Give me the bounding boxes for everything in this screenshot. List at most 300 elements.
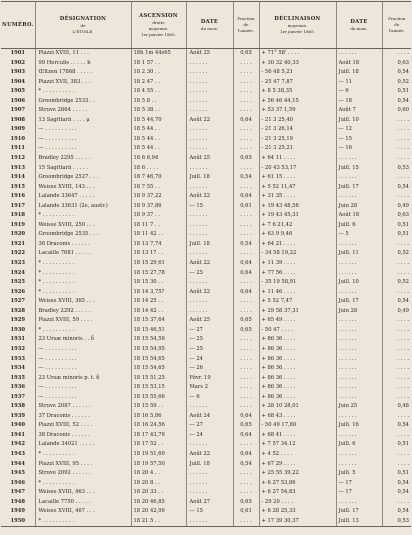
star-number: 1931	[10, 336, 25, 343]
star-designation: — . . . . . . . . . .	[35, 364, 131, 374]
star-number: 1909	[10, 126, 25, 133]
star-number: 1927	[10, 298, 25, 305]
declination: + 86 36 . . . .	[259, 383, 336, 393]
dec-date: Juill. 13	[336, 517, 382, 527]
ra-date: — 24	[186, 431, 233, 441]
star-number: 1921	[10, 240, 25, 247]
star-designation: * . . . . . . . . . .	[35, 517, 131, 527]
star-number: 1928	[10, 307, 25, 314]
dec-fraction: 0,52	[382, 278, 411, 288]
star-number: 1936	[10, 384, 25, 391]
ra-fraction: 0,54	[233, 173, 259, 183]
ra-fraction: 0,65	[233, 421, 259, 431]
dec-date: Juill. 6	[336, 221, 382, 231]
dec-fraction: 0,54	[382, 479, 411, 489]
star-catalogue-table	[1, 1, 411, 527]
ra-date: . . . . . .	[186, 488, 233, 498]
star-number: 1950	[1, 517, 35, 527]
declination: + 19 43 45,31	[259, 211, 336, 221]
declination: - 50 47 . . . .	[259, 326, 336, 336]
ra-fraction: . . . .	[233, 249, 259, 259]
dec-date: . . . . . .	[336, 192, 382, 202]
declination: + 86 36 . . . .	[259, 393, 336, 403]
dec-fraction: 0,54	[382, 183, 411, 193]
star-number: 1923	[10, 260, 25, 267]
ra-date: — 15	[186, 507, 233, 517]
header-fraction: Fraction de l'année.	[233, 2, 259, 49]
star-number: 1903	[10, 69, 25, 76]
dec-date: Juill. 6	[336, 440, 382, 450]
dec-fraction: . . . .	[382, 173, 411, 183]
declination: + 31 35 . . . .	[259, 192, 336, 202]
right-ascension: 18 11 7 . .	[131, 221, 186, 231]
table-row	[1, 221, 411, 231]
dec-date: Juill. 18	[336, 68, 382, 78]
star-number: 1907	[10, 107, 25, 114]
right-ascension: 18 7 46,70	[131, 173, 186, 183]
dec-date: Juill. 17	[336, 183, 382, 193]
right-ascension: 18h 1m 44s65	[131, 49, 186, 59]
declination: - 21 3 25,40	[259, 116, 336, 126]
dec-date: — 5	[336, 230, 382, 240]
star-designation: 23 Ursæ minoris p. t. δ	[35, 374, 131, 384]
ra-date: — 25	[186, 335, 233, 345]
right-ascension: 18 13 7,74	[131, 240, 186, 250]
star-designation: Struve 2087 . . . . . .	[35, 402, 131, 412]
ra-date: . . . . . .	[186, 106, 233, 116]
ra-fraction: . . . .	[233, 211, 259, 221]
dec-fraction: . . . .	[382, 393, 411, 403]
dec-date: . . . . . .	[336, 460, 382, 470]
dec-fraction: . . . .	[382, 498, 411, 508]
ra-date: Août 25	[186, 316, 233, 326]
star-designation: 38 Draconis . . . . . .	[35, 431, 131, 441]
star-number: 1948	[10, 498, 25, 505]
dec-date: . . . . . .	[336, 173, 382, 183]
star-designation: Groombridge 2533 . .	[35, 97, 131, 107]
ra-fraction: 0,61	[233, 202, 259, 212]
right-ascension: 18 5 8 . .	[131, 97, 186, 107]
star-designation: Lalande 33631 (2e, austr.)	[35, 202, 131, 212]
ra-date: . . . . . .	[186, 144, 233, 154]
dec-date: Juill. 5	[336, 469, 382, 479]
star-number: 1937	[10, 393, 25, 400]
dec-fraction: 0,49	[382, 307, 411, 317]
dec-date: . . . . . .	[336, 259, 382, 269]
right-ascension: 18 5 44 . .	[131, 125, 186, 135]
right-ascension: 18 1 57 . .	[131, 59, 186, 69]
dec-date: — 12	[336, 125, 382, 135]
dec-fraction: 0,51	[382, 469, 411, 479]
dec-fraction: . . . .	[382, 431, 411, 441]
star-designation: — . . . . . . . . . .	[35, 393, 131, 403]
right-ascension: 18 20 4 . .	[131, 469, 186, 479]
declination: + 64 21 . . . .	[259, 240, 336, 250]
right-ascension: 18 17 43,79	[131, 431, 186, 441]
star-number: 1914	[10, 174, 25, 181]
dec-fraction: . . . .	[382, 192, 411, 202]
right-ascension: 18 15 27,78	[131, 269, 186, 279]
star-designation: Weisse XVIII, 463 . . .	[35, 488, 131, 498]
dec-fraction: . . . .	[382, 345, 411, 355]
star-designation: * . . . . . . . . . .	[35, 211, 131, 221]
star-number: 1919	[10, 221, 25, 228]
dec-fraction: 0,52	[382, 78, 411, 88]
dec-fraction: . . . .	[382, 135, 411, 145]
dec-fraction: . . . .	[382, 240, 411, 250]
ra-fraction: 0,64	[233, 450, 259, 460]
ra-date: . . . . . .	[186, 402, 233, 412]
right-ascension: 18 15 54,95	[131, 345, 186, 355]
ra-fraction: . . . .	[233, 488, 259, 498]
star-designation: * . . . . . . . . . .	[35, 259, 131, 269]
dec-fraction: 0,53	[382, 164, 411, 174]
dec-fraction: 0,51	[382, 87, 411, 97]
star-designation: * . . . . . . . . . .	[35, 479, 131, 489]
dec-fraction: . . . .	[382, 316, 411, 326]
right-ascension: 18 4 55 . .	[131, 87, 186, 97]
dec-date: Juill. 11	[336, 249, 382, 259]
table-row	[1, 364, 411, 374]
ra-date: — 6	[186, 393, 233, 403]
table-row	[1, 517, 411, 527]
table-row	[1, 173, 411, 183]
star-designation: — . . . . . . . . . .	[35, 355, 131, 365]
declination: + 11 39 . . . .	[259, 259, 336, 269]
star-number: 1938	[10, 403, 25, 410]
right-ascension: 18 15 54,65	[131, 355, 186, 365]
table-row	[1, 249, 411, 259]
right-ascension: 18 15 53,15	[131, 383, 186, 393]
table-row	[1, 345, 411, 355]
dec-fraction: 0,63	[382, 59, 411, 69]
dec-fraction: . . . .	[382, 259, 411, 269]
right-ascension: 18 14 3,75?	[131, 288, 186, 298]
declination: + 86 36 . . . .	[259, 355, 336, 365]
right-ascension: 18 2 30 . .	[131, 68, 186, 78]
declination: - 21 3 25,21	[259, 144, 336, 154]
table-row	[1, 183, 411, 193]
declination: + 5 52 11,47	[259, 183, 336, 193]
declination: + 17 39 30,37	[259, 517, 336, 527]
star-number: 1904	[10, 78, 25, 85]
star-designation: 37 Draconis . . . . . .	[35, 412, 131, 422]
star-designation: Piazzi XVIII, 59 . . . .	[35, 316, 131, 326]
ra-date: — 26	[186, 364, 233, 374]
dec-fraction: 0,63	[382, 211, 411, 221]
star-designation: Lacaille 7750 . . . . .	[35, 498, 131, 508]
table-row	[1, 78, 411, 88]
dec-date: Août 18	[336, 59, 382, 69]
ra-fraction: . . . .	[233, 230, 259, 240]
table-row	[1, 135, 411, 145]
declination: + 28 10 28,01	[259, 402, 336, 412]
star-designation: — . . . . . . . . . .	[35, 144, 131, 154]
right-ascension: 18 9 37 . .	[131, 211, 186, 221]
dec-date: Juill. 10	[336, 116, 382, 126]
star-number: 1905	[10, 88, 25, 95]
ra-date: — 25	[186, 345, 233, 355]
star-number: 1916	[10, 193, 25, 200]
declination: - 29 20 . . . .	[259, 498, 336, 508]
star-number: 1915	[10, 183, 25, 190]
right-ascension: 18 5 44,70	[131, 116, 186, 126]
dec-date: . . . . . .	[336, 345, 382, 355]
star-designation: Weisse XVIII, 143 . . .	[35, 183, 131, 193]
star-number: 1941	[10, 431, 25, 438]
ra-date: Juill. 18	[186, 240, 233, 250]
ra-fraction: . . . .	[233, 307, 259, 317]
star-number: 1906	[10, 97, 25, 104]
ra-date: . . . . . .	[186, 97, 233, 107]
table-row	[1, 469, 411, 479]
ra-fraction: 0,54	[233, 460, 259, 470]
table-row	[1, 440, 411, 450]
star-designation: Struve 2092 . . . . . .	[35, 469, 131, 479]
header-ascension: ASCENSION droite moyenne. 1er janvier 1865.	[131, 2, 186, 49]
star-number: 1912	[10, 155, 25, 162]
ra-date: . . . . . .	[186, 469, 233, 479]
ra-fraction: . . . .	[233, 469, 259, 479]
right-ascension: 18 15 51,25	[131, 374, 186, 384]
ra-date: . . . . . .	[186, 125, 233, 135]
right-ascension: 18 19 57,50	[131, 460, 186, 470]
declination: + 8 5 38,35	[259, 87, 336, 97]
ra-fraction: . . . .	[233, 68, 259, 78]
ra-fraction: 0,61	[233, 507, 259, 517]
dec-date: . . . . . .	[336, 154, 382, 164]
declination: - 21 3 25,19	[259, 135, 336, 145]
declination: - 50 49 17,80	[259, 421, 336, 431]
dec-fraction: . . . .	[382, 374, 411, 384]
ra-fraction: . . . .	[233, 297, 259, 307]
table-row	[1, 144, 411, 154]
ra-fraction: . . . .	[233, 97, 259, 107]
dec-fraction: . . . .	[382, 460, 411, 470]
dec-date: . . . . . .	[336, 326, 382, 336]
dec-date: — 17	[336, 479, 382, 489]
star-designation: * . . . . . . . . . .	[35, 326, 131, 336]
ra-date: — 25	[186, 269, 233, 279]
dec-fraction: 0,54	[382, 507, 411, 517]
dec-fraction: . . . .	[382, 450, 411, 460]
ra-date: Août 25	[186, 49, 233, 59]
dec-date: . . . . . .	[336, 364, 382, 374]
dec-date: — 15	[336, 135, 382, 145]
ra-fraction: 0,64	[233, 116, 259, 126]
dec-date: Juin 28	[336, 202, 382, 212]
ra-fraction: 0,64	[233, 259, 259, 269]
dec-fraction: . . . .	[382, 383, 411, 393]
dec-date: . . . . . .	[336, 498, 382, 508]
declination: + 86 36 . . . .	[259, 374, 336, 384]
star-number: 1924	[10, 269, 25, 276]
star-number: 1922	[10, 250, 25, 257]
header-declinaison: DÉCLINAISON moyenne. 1er janvier 1865.	[259, 2, 336, 49]
table-row	[1, 259, 411, 269]
star-number: 1944	[10, 460, 25, 467]
ra-date: . . . . . .	[186, 87, 233, 97]
star-designation: * . . . . . . . . . .	[35, 269, 131, 279]
declination: + 64 11 . . . .	[259, 154, 336, 164]
star-designation: 99 Herculis . . . . . b	[35, 59, 131, 69]
table-row	[1, 479, 411, 489]
table-row	[1, 488, 411, 498]
table-row	[1, 269, 411, 279]
ra-date: . . . . . .	[186, 183, 233, 193]
right-ascension: 18 9 37,86	[131, 202, 186, 212]
ra-fraction: . . . .	[233, 144, 259, 154]
declination: + 65 49 . . . .	[259, 316, 336, 326]
star-designation: 23 Ursæ minoris . . δ	[35, 335, 131, 345]
right-ascension: 18 5 44 . .	[131, 144, 186, 154]
dec-date: . . . . . .	[336, 49, 382, 59]
star-designation: Weisse XVIII, 467 . . .	[35, 507, 131, 517]
table-row	[1, 316, 411, 326]
dec-date: . . . . . .	[336, 355, 382, 365]
star-number: 1920	[10, 231, 25, 238]
star-number: 1917	[10, 202, 25, 209]
declination: + 68 43 . . . .	[259, 412, 336, 422]
ra-fraction: . . . .	[233, 335, 259, 345]
ra-fraction: . . . .	[233, 87, 259, 97]
right-ascension: 18 15 30 . .	[131, 278, 186, 288]
declination: + 86 36 . . . .	[259, 345, 336, 355]
table-row	[1, 307, 411, 317]
table-row	[1, 297, 411, 307]
star-number: 1946	[10, 479, 25, 486]
right-ascension: 18 15 29,61	[131, 259, 186, 269]
ra-fraction: 0,64	[233, 192, 259, 202]
dec-date: . . . . . .	[336, 412, 382, 422]
table-row	[1, 288, 411, 298]
star-designation: Piazzi XVIII, 52 . . . .	[35, 421, 131, 431]
ra-date: . . . . . .	[186, 164, 233, 174]
table-row	[1, 450, 411, 460]
table-row	[1, 68, 411, 78]
right-ascension: 18 13 17 . .	[131, 249, 186, 259]
ra-date: . . . . . .	[186, 307, 233, 317]
ra-date: Août 22	[186, 288, 233, 298]
star-number: 1911	[10, 145, 25, 152]
ra-date: . . . . . .	[186, 68, 233, 78]
dec-date: — 6	[336, 87, 382, 97]
right-ascension: 18 15 55,66	[131, 393, 186, 403]
declination: - 25 47 7,87	[259, 78, 336, 88]
star-designation: Lacaille 7681 . . . . .	[35, 249, 131, 259]
ra-date: Août 22	[186, 116, 233, 126]
dec-date: . . . . . .	[336, 335, 382, 345]
declination: + 86 36 . . . .	[259, 364, 336, 374]
right-ascension: 18 15 37,64	[131, 316, 186, 326]
star-number: 1929	[10, 317, 25, 324]
header-date2: DATE du mois.	[336, 2, 382, 49]
table-row	[1, 335, 411, 345]
ra-date: Mars 2	[186, 383, 233, 393]
ra-fraction: 0,65	[233, 154, 259, 164]
ra-date: Août 22	[186, 259, 233, 269]
star-number: 1930	[10, 326, 25, 333]
dec-date: . . . . . .	[336, 393, 382, 403]
ra-date: Juill. 18	[186, 460, 233, 470]
ra-fraction: 0,64	[233, 288, 259, 298]
declination: - 20 43 53,17	[259, 164, 336, 174]
star-number: 1947	[10, 489, 25, 496]
table-row	[1, 278, 411, 288]
star-designation: * . . . . . . . . . .	[35, 288, 131, 298]
star-designation: Lalande 33647 . . . . .	[35, 192, 131, 202]
ra-fraction: . . . .	[233, 364, 259, 374]
ra-fraction: 0,65	[233, 326, 259, 336]
ra-date: Févr. 19	[186, 374, 233, 384]
star-number: 1932	[10, 345, 25, 352]
right-ascension: 18 19 51,60	[131, 450, 186, 460]
declination: - 35 19 58,91	[259, 278, 336, 288]
ra-fraction: 0,64	[233, 412, 259, 422]
declination: + 29 58 37,31	[259, 307, 336, 317]
dec-fraction: . . . .	[382, 154, 411, 164]
dec-fraction: . . . .	[382, 269, 411, 279]
right-ascension: 18 15 54,65	[131, 364, 186, 374]
dec-date: — 18	[336, 97, 382, 107]
dec-fraction: . . . .	[382, 326, 411, 336]
ra-fraction: . . . .	[233, 164, 259, 174]
ra-date: . . . . . .	[186, 78, 233, 88]
ra-fraction: . . . .	[233, 402, 259, 412]
dec-date: Juill. 16	[336, 421, 382, 431]
dec-fraction: 0,54	[382, 421, 411, 431]
right-ascension: 18 11 42 . .	[131, 230, 186, 240]
declination: + 5 52 7,47	[259, 297, 336, 307]
star-designation: — . . . . . . . . . .	[35, 135, 131, 145]
declination: + 6 27 54,83	[259, 488, 336, 498]
star-designation: Piazzi XVIII, 95 . . . .	[35, 460, 131, 470]
right-ascension: 18 20 8 . .	[131, 479, 186, 489]
star-designation: Piazzi XVII, 383 . . .	[35, 78, 131, 88]
ra-date: . . . . . .	[186, 440, 233, 450]
star-number: 1933	[10, 355, 25, 362]
table-row	[1, 240, 411, 250]
table-row	[1, 97, 411, 107]
declination: + 6 27 53,86	[259, 479, 336, 489]
table-row	[1, 393, 411, 403]
right-ascension: 18 20 42,99	[131, 507, 186, 517]
star-designation: Lalande 34021 . . . . .	[35, 440, 131, 450]
ra-fraction: . . . .	[233, 517, 259, 527]
star-number: 1913	[10, 164, 25, 171]
declination: + 56 46 44,15	[259, 97, 336, 107]
right-ascension: 18 20 33 . .	[131, 488, 186, 498]
ra-date: Août 22	[186, 192, 233, 202]
declination: + 6 28 25,33	[259, 507, 336, 517]
right-ascension: 18 6 6,94	[131, 154, 186, 164]
ra-date: . . . . . .	[186, 230, 233, 240]
star-number: 1910	[10, 135, 25, 142]
right-ascension: 18 14 42 . .	[131, 307, 186, 317]
header-numero: NUMÉRO.	[1, 2, 35, 49]
right-ascension: 18 6 . . . .	[131, 164, 186, 174]
declination: + 7 57 34,12	[259, 440, 336, 450]
star-designation: Œltzen 17868 . . . . .	[35, 68, 131, 78]
star-number: 1901	[10, 50, 25, 56]
ra-date: — 27	[186, 326, 233, 336]
declination: + 7 6 21,42	[259, 221, 336, 231]
declination: + 30 32 40,33	[259, 59, 336, 69]
declination: + 63 9 9,46	[259, 230, 336, 240]
right-ascension: 18 15 59 . .	[131, 402, 186, 412]
table-row	[1, 507, 411, 517]
dec-fraction: 0,49	[382, 202, 411, 212]
